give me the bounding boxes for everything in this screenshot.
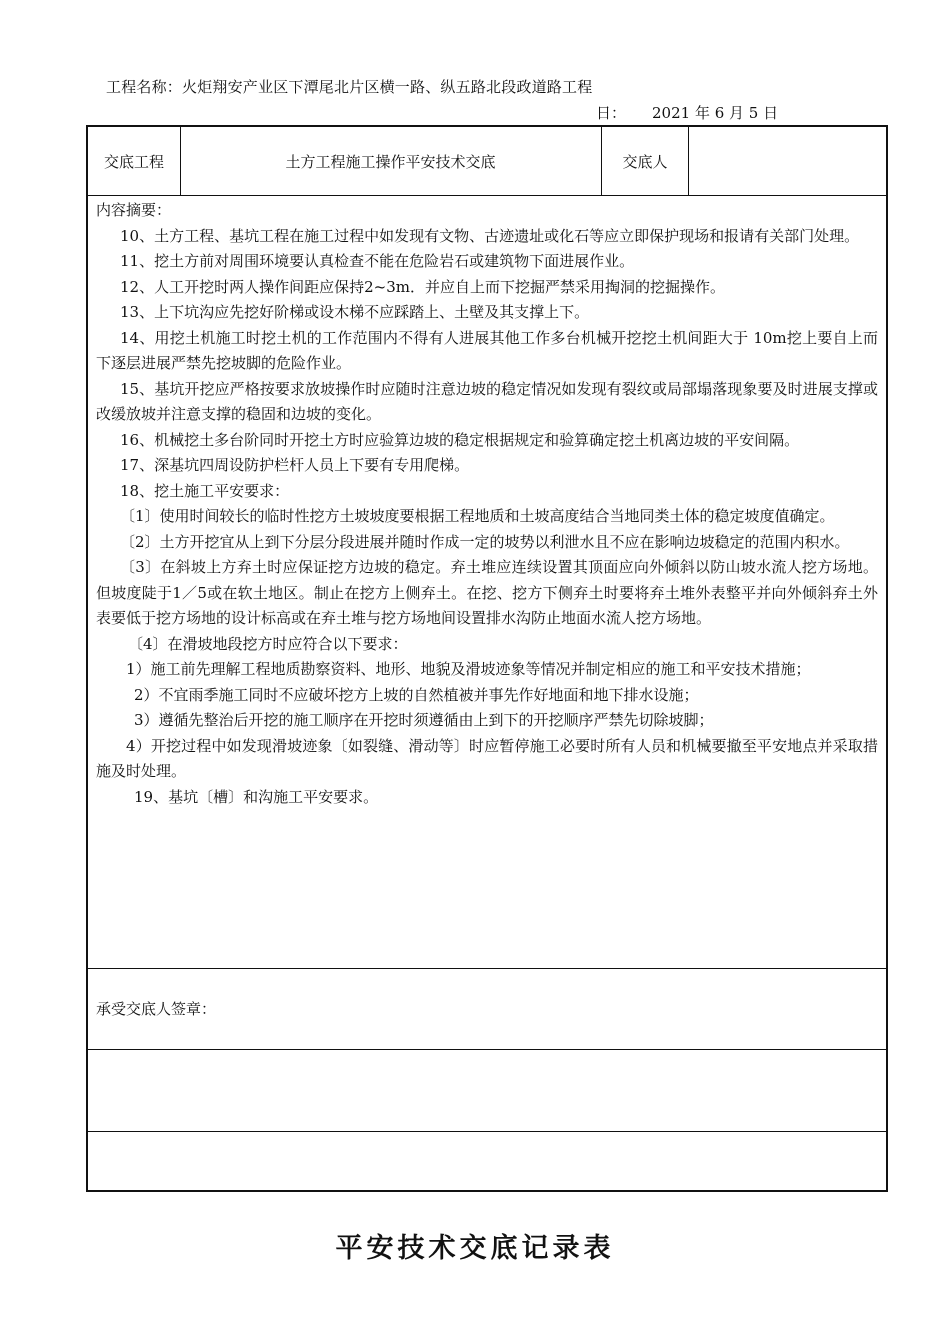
content-paragraph: 11、挖土方前对周围环境要认真检查不能在危险岩石或建筑物下面进展作业。 bbox=[120, 252, 635, 270]
content-paragraph: 12、人工开挖时两人操作间距应保持2~3m．并应自上而下挖掘严禁采用掏洞的挖掘操作。 bbox=[120, 277, 725, 296]
content-section bbox=[88, 195, 886, 969]
content-paragraph: 〔4〕在滑坡地段挖方时应符合以下要求： bbox=[128, 634, 408, 653]
content-paragraph: 10、土方工程、基坑工程在施工过程中如发现有文物、古迹遗址或化石等应立即保护现场和报请有关部门处理。 bbox=[120, 226, 860, 245]
header-row bbox=[88, 127, 886, 196]
discloser-label: 交底人 bbox=[602, 127, 689, 195]
date-line bbox=[596, 102, 778, 123]
project-type-label: 交底工程 bbox=[88, 127, 181, 195]
signature-row bbox=[88, 970, 886, 1050]
content-paragraph: 19、基坑〔槽〕和沟施工平安要求。 bbox=[134, 787, 379, 806]
content-paragraph: 17、深基坑四周设防护栏杆人员上下要有专用爬梯。 bbox=[120, 456, 470, 474]
content-paragraph: 15、基坑开挖应严格按要求放坡操作时应随时注意边坡的稳定情况如发现有裂纹或局部塌落现象要及时进展支撑或改缓放坡并注意支撑的稳固和边坡的变化。 bbox=[96, 379, 878, 423]
content-paragraph: 4）开挖过程中如发现滑坡迹象〔如裂缝、滑动等〕时应暂停施工必要时所有人员和机械要撤至平安地点并采取措施及时处理。 bbox=[96, 736, 878, 780]
content-paragraph: 1）施工前先理解工程地质勘察资料、地形、地貌及滑坡迹象等情况并制定相应的施工和平安技术措施； bbox=[126, 660, 811, 678]
date-label: 日： bbox=[596, 104, 627, 122]
content-label: 内容摘要： bbox=[96, 201, 172, 219]
signature-label: 承受交底人签章： bbox=[96, 1000, 217, 1018]
content-paragraphs bbox=[96, 224, 878, 811]
content-paragraph: 3）遵循先整治后开挖的施工顺序在开挖时须遵循由上到下的开挖顺序严禁先切除坡脚； bbox=[134, 711, 714, 729]
date-value: 2021 年 6 月 5 日 bbox=[652, 104, 779, 122]
content-paragraph: 2）不宜雨季施工同时不应破坏挖方上坡的自然植被并事先作好地面和地下排水设施； bbox=[134, 685, 699, 704]
discloser-value bbox=[688, 127, 886, 195]
content-paragraph: 〔3〕在斜坡上方弃土时应保证挖方边坡的稳定。弃土堆应连续设置其顶面应向外倾斜以防山坡水流人挖方场地。但坡度陡于1／5或在软土地区。制止在挖方上侧弃土。在挖、挖方下侧弃土时要将弃土堆外表整平并向外倾斜弃土外表要低于挖方场地的设计标高或在弃土堆与挖方场地间设置排水沟防止地面水流人挖方场地。 bbox=[96, 558, 878, 627]
content-paragraph: 18、挖土施工平安要求： bbox=[120, 481, 290, 500]
record-title: 平安技术交底记录表 bbox=[335, 1233, 615, 1264]
disclosure-form bbox=[86, 125, 888, 1192]
content-paragraph: 14、用挖土机施工时挖土机的工作范围内不得有人进展其他工作多台机械开挖挖土机间距大于 10m挖上要自上而下逐层进展严禁先挖坡脚的危险作业。 bbox=[96, 328, 878, 372]
disclosure-topic: 土方工程施工操作平安技术交底 bbox=[180, 127, 602, 195]
content-paragraph: 〔1〕使用时间较长的临时性挖方土坡坡度要根据工程地质和土坡高度结合当地同类土体的稳定坡度值确定。 bbox=[120, 507, 835, 525]
blank-row-1 bbox=[88, 1051, 886, 1132]
project-name: 工程名称：火炬翔安产业区下潭尾北片区横一路、纵五路北段政道路工程 bbox=[106, 78, 593, 96]
content-paragraph: 13、上下坑沟应先挖好阶梯或设木梯不应踩踏上、土壁及其支撑上下。 bbox=[120, 303, 590, 321]
content-paragraph: 〔2〕土方开挖宜从上到下分层分段进展并随时作成一定的坡势以利泄水且不应在影响边坡稳定的范围内积水。 bbox=[120, 532, 850, 551]
content-paragraph: 16、机械挖土多台阶同时开挖土方时应验算边坡的稳定根据规定和验算确定挖土机离边坡的平安间隔。 bbox=[120, 430, 800, 449]
blank-row-2 bbox=[88, 1132, 886, 1190]
